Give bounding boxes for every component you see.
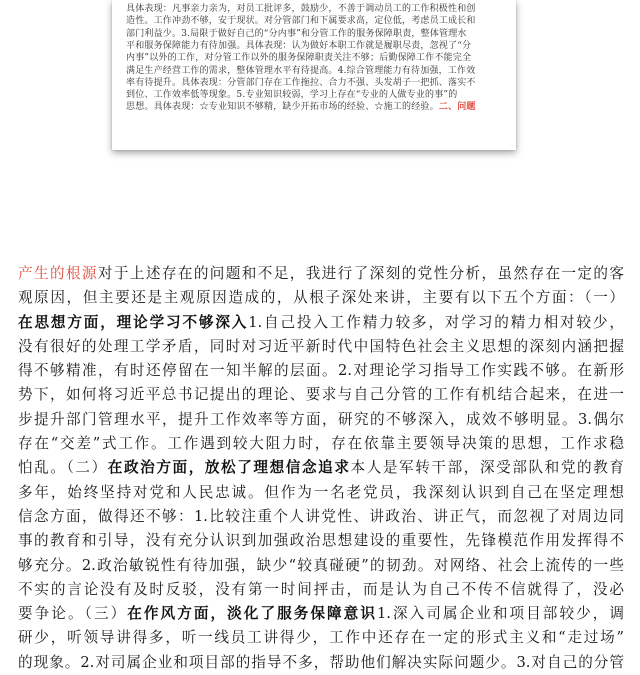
document-line [18, 262, 624, 286]
body-text: 不实的言论没有及时反驳，没有第一时间抨击，而是认为自己不传不信就得了，没必 [18, 580, 624, 598]
thumbnail-text-line [126, 77, 506, 89]
body-text: 怕乱。（二） [18, 459, 108, 477]
body-text: 信念方面，做得还不够：1.比较注重个人讲党性、讲政治、讲正气，而忽视了对周边同 [18, 507, 624, 525]
thumbnail-text: 满足生产经营工作的需求，整体管理水平有待提高。4.综合管理能力有待加强，工作效 [126, 65, 476, 76]
document-line [18, 578, 624, 602]
thumbnail-text-line [126, 28, 506, 40]
thumbnail-red-heading: 二、问题 [438, 102, 476, 113]
thumbnail-text: 造性。工作冲劲不够，安于现状。对分管部门和下属要求高，定位低，考虑员工成长和 [126, 16, 476, 27]
body-text: 得不够精准，有时还停留在一知半解的层面。2.对理论学习指导工作实践不够。在新形 [18, 362, 624, 380]
thumbnail-text-line [126, 101, 506, 113]
body-text: 本人是军转干部，深受部队和党的教育 [350, 459, 624, 477]
scanned-page-thumbnail [112, 0, 516, 150]
body-text: 没有很好的处理工学矛盾，同时对习近平新时代中国特色社会主义思想的深刻内涵把握 [18, 337, 624, 355]
document-line [18, 602, 624, 626]
thumbnail-text-line [126, 52, 506, 64]
document-line [18, 286, 624, 310]
body-text: 存在“交差”式工作。工作遇到较大阻力时，存在依靠主要领导决策的思想，工作求稳 [18, 435, 624, 453]
embedded-page-preview [0, 0, 640, 222]
thumbnail-text: 平和服务保障能力有待加强。具体表现：认为做好本职工作就是履职尽责，忽视了“分 [126, 40, 472, 51]
body-text: 对于上述存在的问题和不足，我进行了深刻的党性分析，虽然存在一定的客 [97, 265, 624, 282]
document-line [18, 481, 624, 505]
document-line [18, 651, 624, 675]
body-text: 势下，如何将习近平总书记提出的理论、要求与自己分管的工作有机结合起来，在进一 [18, 386, 624, 404]
thumbnail-text-line [126, 15, 506, 27]
thumbnail-text-line [126, 3, 506, 15]
document-line [18, 554, 624, 578]
bold-subheading: 在作风方面，淡化了服务保障意识 [127, 605, 377, 623]
thumbnail-text: 具体表现：凡事亲力亲为，对员工批评多，鼓励少，不善于调动员工的工作积极性和创 [126, 4, 476, 14]
body-text: 事的教育和引导，没有充分认识到加强政治思想建设的重要性，先锋模范作用发挥得不 [18, 532, 624, 550]
document-body [18, 262, 624, 675]
thumbnail-text: 到位、工作效率低等现象。5.专业知识较弱，学习上存在“专业的人做专业的事”的 [126, 90, 458, 101]
body-text: 要争论。（三） [18, 605, 128, 623]
thumbnail-text-line [126, 40, 506, 52]
document-line [18, 505, 624, 529]
bold-subheading: 在政治方面，放松了理想信念追求 [107, 459, 351, 477]
body-text: 研少，听领导讲得多，听一线员工讲得少，工作中还存在一定的形式主义和“走过场” [18, 629, 624, 647]
document-line [18, 432, 624, 456]
body-text: 观原因，但主要还是主观原因造成的，从根子深处来讲，主要有以下五个方面：（一） [18, 289, 624, 307]
thumbnail-text: 思想。具体表现：☆专业知识不够精，缺少开拓市场的经验、☆施工的经验。 [126, 102, 439, 113]
thumbnail-text-line [126, 89, 506, 101]
body-text: 步提升部门管理水平，提升工作效率等方面，研究的不够深入，成效不够明显。3.偶尔 [18, 410, 624, 428]
document-line [18, 335, 624, 359]
document-line [18, 626, 624, 650]
thumbnail-text-line [126, 65, 506, 77]
thumbnail-text: 部门利益少。3.局限于做好自己的“分内事”和分管工作的服务保障职责，整体管理水 [126, 28, 467, 39]
thumbnail-text: 率有待提升。具体表现：分管部门存在工作拖拉、合力不强、头发胡子一把抓、落实不 [126, 77, 476, 88]
body-text: 的现象。2.对司属企业和项目部的指导不多，帮助他们解决实际问题少。3.对自己的分管 [18, 653, 624, 671]
body-text: 1.深入司属企业和项目部较少，调 [376, 605, 624, 623]
document-line [18, 529, 624, 553]
body-text: 1.自己投入工作精力较多，对学习的精力相对较少， [248, 313, 624, 331]
thumbnail-text: 内事”以外的工作，对分管工作以外的服务保障职责关注不够；后勤保障工作不能完全 [126, 53, 472, 64]
bold-subheading: 在思想方面，理论学习不够深入 [18, 313, 249, 331]
body-text: 多年，始终坚持对党和人民忠诚。但作为一名老党员，我深刻认识到自己在坚定理想 [18, 483, 624, 501]
document-line [18, 311, 624, 335]
section-heading-red: 产生的根源 [18, 265, 98, 282]
document-line [18, 408, 624, 432]
document-line [18, 359, 624, 383]
document-line [18, 383, 624, 407]
body-text: 够充分。2.政治敏锐性有待加强，缺少“较真碰硬”的韧劲。对网络、社会上流传的一些 [18, 556, 624, 574]
document-line [18, 456, 624, 480]
